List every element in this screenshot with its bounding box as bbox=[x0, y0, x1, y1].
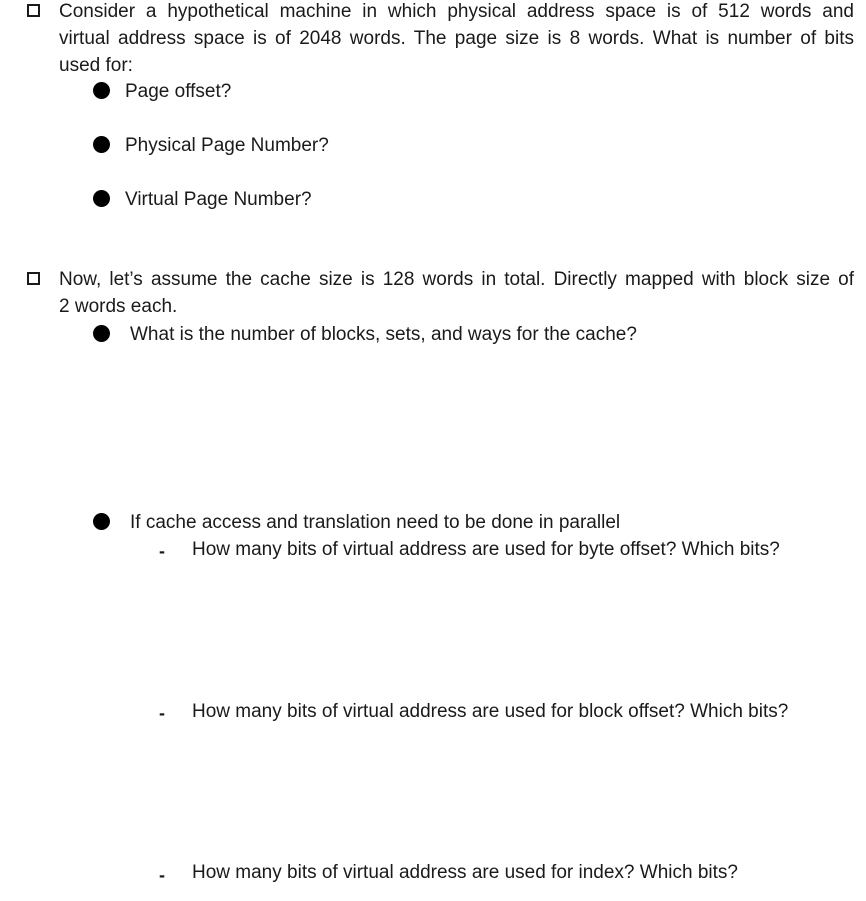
bullet-icon bbox=[93, 190, 110, 207]
index-bits-question: How many bits of virtual address are used for index? Which bits? bbox=[192, 862, 738, 883]
byte-offset-bits-question: How many bits of virtual address are used for byte offset? Which bits? bbox=[192, 539, 780, 560]
dash-marker: - bbox=[159, 541, 165, 561]
question-2-checkbox-icon bbox=[27, 272, 40, 285]
parallel-access-condition: If cache access and translation need to be done in parallel bbox=[130, 512, 621, 533]
question-1-line-2: virtual address space is of 2048 words. The page size is 8 words. What is number of bits bbox=[59, 28, 854, 49]
virtual-page-number-question: Virtual Page Number? bbox=[125, 189, 312, 210]
dash-marker: - bbox=[159, 703, 165, 723]
cache-blocks-sets-ways-question: What is the number of blocks, sets, and ways for the cache? bbox=[130, 324, 637, 345]
dash-marker: - bbox=[159, 865, 165, 885]
page-offset-question: Page offset? bbox=[125, 81, 232, 102]
physical-page-number-question: Physical Page Number? bbox=[125, 135, 329, 156]
bullet-icon bbox=[93, 136, 110, 153]
bullet-icon bbox=[93, 513, 110, 530]
question-2-line-2: 2 words each. bbox=[59, 296, 178, 317]
question-1-line-3: used for: bbox=[59, 55, 133, 76]
question-1-line-1: Consider a hypothetical machine in which physical address space is of 512 words and bbox=[59, 1, 854, 22]
question-1-checkbox-icon bbox=[27, 4, 40, 17]
bullet-icon bbox=[93, 325, 110, 342]
block-offset-bits-question: How many bits of virtual address are used for block offset? Which bits? bbox=[192, 701, 789, 722]
bullet-icon bbox=[93, 82, 110, 99]
question-2-line-1: Now, let’s assume the cache size is 128 words in total. Directly mapped with block size of bbox=[59, 269, 854, 290]
